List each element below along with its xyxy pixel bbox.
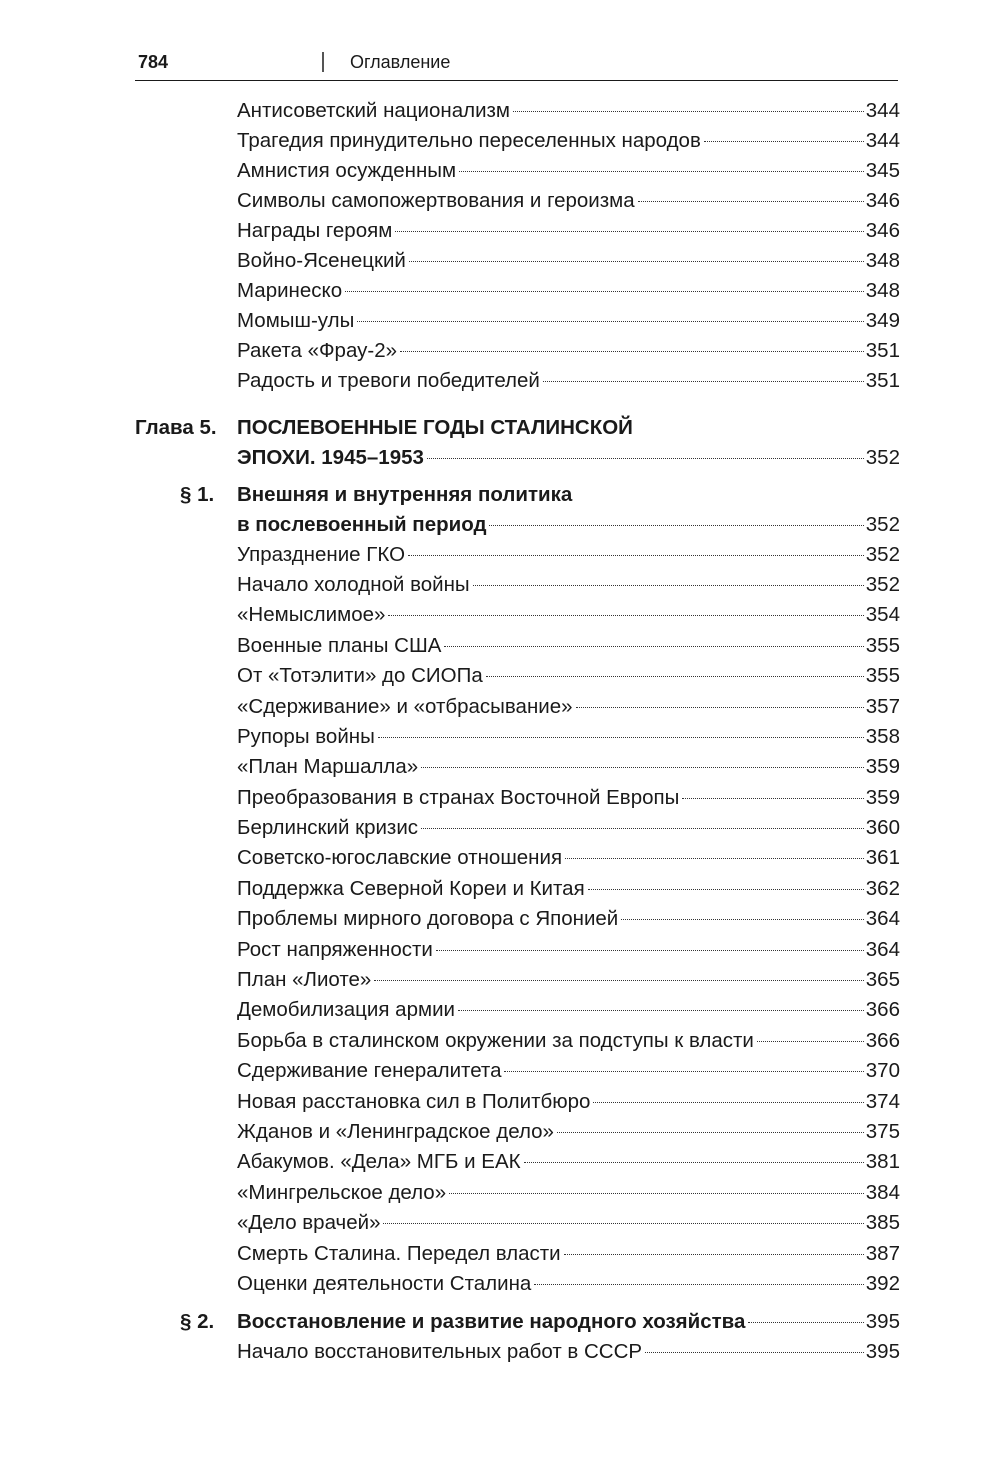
header-section-title: Оглавление [350,52,451,72]
toc-entry-title: «Дело врачей» [237,1211,381,1234]
dot-leader [645,1352,864,1353]
toc-entry[interactable] [237,156,900,186]
toc-entry-title: Смерть Сталина. Передел власти [237,1242,561,1265]
dot-leader [473,585,864,586]
dot-leader [409,261,864,262]
toc-entry-title: Амнистия осужденным [237,159,457,182]
dot-leader [427,458,864,459]
section2-title-entry[interactable] [237,1307,900,1337]
toc-entry[interactable] [237,216,900,246]
toc-entry-title: Сдерживание генералитета [237,1059,502,1082]
dot-leader [421,767,864,768]
section1-title-line1[interactable]: Внешняя и внутренняя политика [237,483,573,506]
toc-entry-page: 348 [865,279,900,302]
dot-leader [421,828,864,829]
dot-leader [458,1010,864,1011]
toc-entry-title: «План Маршалла» [237,755,419,778]
section1-title-entry[interactable] [237,510,900,540]
toc-entry-title: Ракета «Фрау-2» [237,339,398,362]
toc-entry-title: «Немыслимое» [237,603,386,626]
toc-entry[interactable] [237,752,900,782]
toc-entry-page: 351 [865,369,900,392]
toc-entry[interactable] [237,722,900,752]
dot-leader [576,707,864,708]
toc-entry[interactable] [237,935,900,965]
toc-entry-page: 349 [865,309,900,332]
toc-entry[interactable] [237,631,900,661]
toc-entry-page: 351 [865,339,900,362]
toc-entry[interactable] [237,1208,900,1238]
toc-entry-page: 355 [865,664,900,687]
toc-entry-page: 344 [865,99,900,122]
toc-entry[interactable] [237,186,900,216]
toc-entry-page: 364 [865,938,900,961]
chapter-label: Глава 5. [135,416,217,439]
toc-entry-title: Жданов и «Ленинградское дело» [237,1120,554,1143]
dot-leader [748,1322,863,1323]
toc-entry[interactable] [237,276,900,306]
toc-entry-title: Демобилизация армии [237,998,455,1021]
dot-leader [638,201,864,202]
toc-entry-title: Борьба в сталинском окружении за подступы к власти [237,1029,754,1052]
toc-entry-title: Начало холодной войны [237,573,470,596]
toc-entry-title: «Сдерживание» и «отбрасывание» [237,695,573,718]
toc-entry-page: 370 [865,1059,900,1082]
toc-entry-page: 345 [865,159,900,182]
toc-entry-title: Поддержка Северной Кореи и Китая [237,877,585,900]
toc-entry-title: Абакумов. «Дела» МГБ и ЕАК [237,1150,521,1173]
running-header [135,46,898,81]
toc-entry[interactable] [237,540,900,570]
dot-leader [557,1132,864,1133]
toc-entry[interactable] [237,965,900,995]
dot-leader [564,1254,864,1255]
page-number: 784 [138,52,169,72]
toc-entry-page: 352 [865,573,900,596]
section1-page: 352 [865,513,900,536]
toc-entry[interactable] [237,1026,900,1056]
dot-leader [593,1102,863,1103]
toc-entry[interactable] [237,904,900,934]
dot-leader [704,141,864,142]
dot-leader [449,1193,864,1194]
chapter-title-entry[interactable] [237,443,900,473]
toc-entry-title: Радость и тревоги победителей [237,369,540,392]
toc-entry-page: 374 [865,1090,900,1113]
dot-leader [374,980,863,981]
dot-leader [408,555,864,556]
toc-entry-title: Военные планы США [237,634,442,657]
toc-entry-page: 358 [865,725,900,748]
toc-entry[interactable] [237,783,900,813]
toc-entry[interactable] [237,570,900,600]
dot-leader [524,1162,864,1163]
chapter-title-line1[interactable]: ПОСЛЕВОЕННЫЕ ГОДЫ СТАЛИНСКОЙ [237,416,633,439]
toc-entry-page: 385 [865,1211,900,1234]
toc-entry-title: Момыш-улы [237,309,355,332]
dot-leader [504,1071,863,1072]
toc-entry-page: 392 [865,1272,900,1295]
toc-entry[interactable] [237,995,900,1025]
toc-entry-page: 344 [865,129,900,152]
dot-leader [486,676,864,677]
section1-title-line2: в послевоенный период [237,513,487,536]
toc-entry[interactable] [237,692,900,722]
toc-entry[interactable] [237,96,900,126]
toc-entry[interactable] [237,813,900,843]
toc-entry-page: 387 [865,1242,900,1265]
toc-entry[interactable] [237,1337,900,1367]
toc-entry-page: 364 [865,907,900,930]
section1-label: § 1. [180,483,215,506]
toc-entry-page: 346 [865,219,900,242]
toc-entry[interactable] [237,1087,900,1117]
toc-entry-page: 395 [865,1340,900,1363]
toc-entry-page: 355 [865,634,900,657]
dot-leader [621,919,864,920]
dot-leader [489,525,863,526]
toc-entry[interactable] [237,1269,900,1299]
dot-leader [588,889,864,890]
toc-entry-page: 346 [865,189,900,212]
toc-entry[interactable] [237,874,900,904]
toc-entry[interactable] [237,366,900,396]
toc-entry[interactable] [237,126,900,156]
toc-entry-page: 365 [865,968,900,991]
toc-entry-page: 348 [865,249,900,272]
chapter-page: 352 [865,446,900,469]
toc-entry[interactable] [237,1178,900,1208]
toc-entry-title: Рост напряженности [237,938,433,961]
toc-entry-title: Символы самопожертвования и героизма [237,189,635,212]
toc-entry[interactable] [237,843,900,873]
toc-entry[interactable] [237,600,900,630]
dot-leader [757,1041,864,1042]
toc-entry[interactable] [237,1117,900,1147]
dot-leader [383,1223,863,1224]
dot-leader [444,646,863,647]
toc-entry[interactable] [237,246,900,276]
dot-leader [388,615,863,616]
toc-entry-title: Берлинский кризис [237,816,419,839]
dot-leader [357,321,863,322]
toc-entry-title: План «Лиоте» [237,968,372,991]
toc-entry-page: 352 [865,543,900,566]
toc-entry-page: 384 [865,1181,900,1204]
toc-entry-page: 375 [865,1120,900,1143]
section2-title: Восстановление и развитие народного хозяйства [237,1310,746,1333]
section2-page: 395 [865,1310,900,1333]
toc-entry-title: Трагедия принудительно переселенных народов [237,129,701,152]
dot-leader [395,231,863,232]
toc-entry-page: 361 [865,846,900,869]
dot-leader [400,351,864,352]
toc-entry-title: Оценки деятельности Сталина [237,1272,532,1295]
toc-entry-page: 354 [865,603,900,626]
chapter-title-line2: ЭПОХИ. 1945–1953 [237,446,424,469]
toc-entry[interactable] [237,1147,900,1177]
toc-entry[interactable] [237,661,900,691]
toc-entry-page: 366 [865,1029,900,1052]
toc-entry-title: Преобразования в странах Восточной Европы [237,786,680,809]
dot-leader [543,381,864,382]
dot-leader [459,171,864,172]
dot-leader [534,1284,863,1285]
dot-leader [513,111,864,112]
toc-entry[interactable] [237,1056,900,1086]
toc-entry[interactable] [237,306,900,336]
toc-entry-title: Новая расстановка сил в Политбюро [237,1090,591,1113]
toc-entry-title: Войно-Ясенецкий [237,249,406,272]
toc-entry-page: 360 [865,816,900,839]
toc-entry-title: Советско-югославские отношения [237,846,563,869]
toc-entry-title: Начало восстановительных работ в СССР [237,1340,643,1363]
toc-entry-title: Рупоры войны [237,725,375,748]
dot-leader [565,858,864,859]
toc-entry-title: Антисоветский национализм [237,99,511,122]
toc-entry-title: Награды героям [237,219,393,242]
toc-entry-page: 359 [865,786,900,809]
dot-leader [378,737,864,738]
dot-leader [682,798,863,799]
toc-entry-page: 357 [865,695,900,718]
toc-entry-page: 359 [865,755,900,778]
section2-label: § 2. [180,1310,215,1333]
toc-entry-page: 381 [865,1150,900,1173]
toc-entry-page: 362 [865,877,900,900]
toc-entry-page: 366 [865,998,900,1021]
toc-entry-title: Упразднение ГКО [237,543,406,566]
header-separator [322,52,324,72]
toc-entry-title: Проблемы мирного договора с Японией [237,907,619,930]
dot-leader [345,291,864,292]
toc-entry-title: Маринеско [237,279,343,302]
dot-leader [436,950,864,951]
toc-entry[interactable] [237,336,900,366]
toc-entry-title: «Мингрельское дело» [237,1181,447,1204]
toc-entry-title: От «Тотэлити» до СИОПа [237,664,483,687]
toc-entry[interactable] [237,1239,900,1269]
